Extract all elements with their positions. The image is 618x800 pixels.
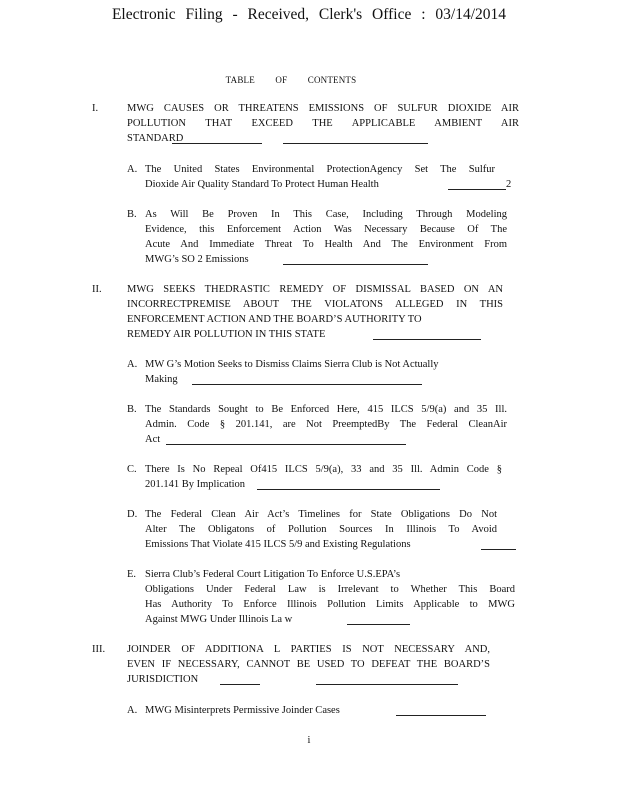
toc-heading-line: Making bbox=[145, 374, 178, 385]
leader-rule bbox=[481, 549, 516, 550]
toc-entry-heading bbox=[145, 402, 507, 447]
toc-entry-heading bbox=[145, 207, 507, 267]
toc-heading-line: The Federal Clean Air Act’s Timelines for State Obligations Do Not bbox=[145, 509, 497, 520]
toc-heading-line: MW G’s Motion Seeks to Dismiss Claims Sierra Club is Not Actually bbox=[145, 359, 439, 370]
toc-title: TABLE OF CONTENTS bbox=[225, 75, 357, 85]
toc-entry-number: D. bbox=[127, 509, 138, 520]
leader-rule bbox=[166, 444, 406, 445]
toc-heading-line: Dioxide Air Quality Standard To Protect Human Health bbox=[145, 179, 379, 190]
leader-rule bbox=[283, 143, 428, 144]
toc-heading-line: Obligations Under Federal Law is Irrelevant to Whether This Board bbox=[145, 584, 515, 595]
toc-entry-heading bbox=[145, 357, 439, 387]
toc-heading-line: There Is No Repeal Of415 ILCS 5/9(a), 33 and 35 Ill. Admin Code § bbox=[145, 464, 502, 475]
toc-heading-line: STANDARD bbox=[127, 133, 184, 144]
toc-entry-number: I. bbox=[92, 103, 99, 114]
toc-heading-line: MWG Misinterprets Permissive Joinder Cases bbox=[145, 705, 340, 716]
toc-heading-line: ENFORCEMENT ACTION AND THE BOARD’S AUTHORITY TO bbox=[127, 314, 422, 325]
toc-heading-line: The United States Environmental ProtectionAgency Set The Sulfur bbox=[145, 164, 495, 175]
toc-heading-line: The Standards Sought to Be Enforced Here, 415 ILCS 5/9(a) and 35 Ill. bbox=[145, 404, 507, 415]
toc-heading-line: JURISDICTION bbox=[127, 674, 199, 685]
toc-heading-line: 201.141 By Implication bbox=[145, 479, 246, 490]
toc-heading-line: Admin. Code § 201.141, are Not PreemptedBy The Federal CleanAir bbox=[145, 419, 507, 430]
toc-heading-line: Against MWG Under Illinois La w bbox=[145, 614, 293, 625]
toc-entry-number: II. bbox=[92, 284, 102, 295]
toc-heading-line: INCORRECTPREMISE ABOUT THE VIOLATONS ALLEGED IN THIS bbox=[127, 299, 503, 310]
toc-entry-number: E. bbox=[127, 569, 137, 580]
leader-rule bbox=[396, 715, 486, 716]
toc-heading-line: EVEN IF NECESSARY, CANNOT BE USED TO DEFEAT THE BOARD’S bbox=[127, 659, 490, 670]
leader-rule bbox=[220, 684, 260, 685]
toc-heading-line: Alter The Obligatons of Pollution Sources In Illinois To Avoid bbox=[145, 524, 497, 535]
toc-entry-number: B. bbox=[127, 404, 137, 415]
leader-rule bbox=[283, 264, 428, 265]
toc-heading-line: POLLUTION THAT EXCEED THE APPLICABLE AMBIENT AIR bbox=[127, 118, 519, 129]
toc-entry-number: A. bbox=[127, 359, 138, 370]
toc-heading-line: Act bbox=[145, 434, 161, 445]
toc-entry-number: B. bbox=[127, 209, 137, 220]
toc-entry-heading bbox=[145, 162, 495, 192]
toc-entry-heading bbox=[145, 567, 515, 627]
toc-entry-heading bbox=[145, 703, 365, 718]
toc-entry-heading bbox=[145, 462, 502, 492]
toc-entry-heading bbox=[127, 101, 519, 146]
leader-rule bbox=[172, 143, 262, 144]
toc-heading-line: JOINDER OF ADDITIONA L PARTIES IS NOT NECESSARY AND, bbox=[127, 644, 490, 655]
toc-heading-line: Sierra Club’s Federal Court Litigation To Enforce U.S.EPA’s bbox=[145, 569, 401, 580]
toc-heading-line: Emissions That Violate 415 ILCS 5/9 and Existing Regulations bbox=[145, 539, 411, 550]
leader-rule bbox=[448, 189, 506, 190]
toc-page-number: 2 bbox=[506, 179, 512, 190]
toc-entry-number: A. bbox=[127, 164, 138, 175]
page-number-footer: i bbox=[307, 735, 311, 746]
toc-entry-heading bbox=[127, 642, 490, 687]
toc-entry-number: C. bbox=[127, 464, 137, 475]
toc-heading-line: Acute And Immediate Threat To Health And The Environment From bbox=[145, 239, 507, 250]
toc-heading-line: Has Authority To Enforce Illinois Pollution Limits Applicable to MWG bbox=[145, 599, 515, 610]
toc-entry-heading bbox=[145, 507, 497, 552]
toc-entry-heading bbox=[127, 282, 503, 342]
leader-rule bbox=[192, 384, 422, 385]
toc-heading-line: MWG CAUSES OR THREATENS EMISSIONS OF SULFUR DIOXIDE AIR bbox=[127, 103, 519, 114]
filing-header: Electronic Filing - Received, Clerk's Office : 03/14/2014 bbox=[111, 6, 507, 23]
toc-heading-line: Evidence, this Enforcement Action Was Necessary Because Of The bbox=[145, 224, 507, 235]
leader-rule bbox=[373, 339, 481, 340]
toc-entry-number: A. bbox=[127, 705, 138, 716]
toc-heading-line: MWG’s SO 2 Emissions bbox=[145, 254, 249, 265]
toc-heading-line: REMEDY AIR POLLUTION IN THIS STATE bbox=[127, 329, 326, 340]
toc-entry-number: III. bbox=[92, 644, 106, 655]
leader-rule bbox=[347, 624, 410, 625]
leader-rule bbox=[316, 684, 458, 685]
toc-heading-line: As Will Be Proven In This Case, Including Through Modeling bbox=[145, 209, 507, 220]
leader-rule bbox=[257, 489, 440, 490]
toc-heading-line: MWG SEEKS THEDRASTIC REMEDY OF DISMISSAL BASED ON AN bbox=[127, 284, 503, 295]
